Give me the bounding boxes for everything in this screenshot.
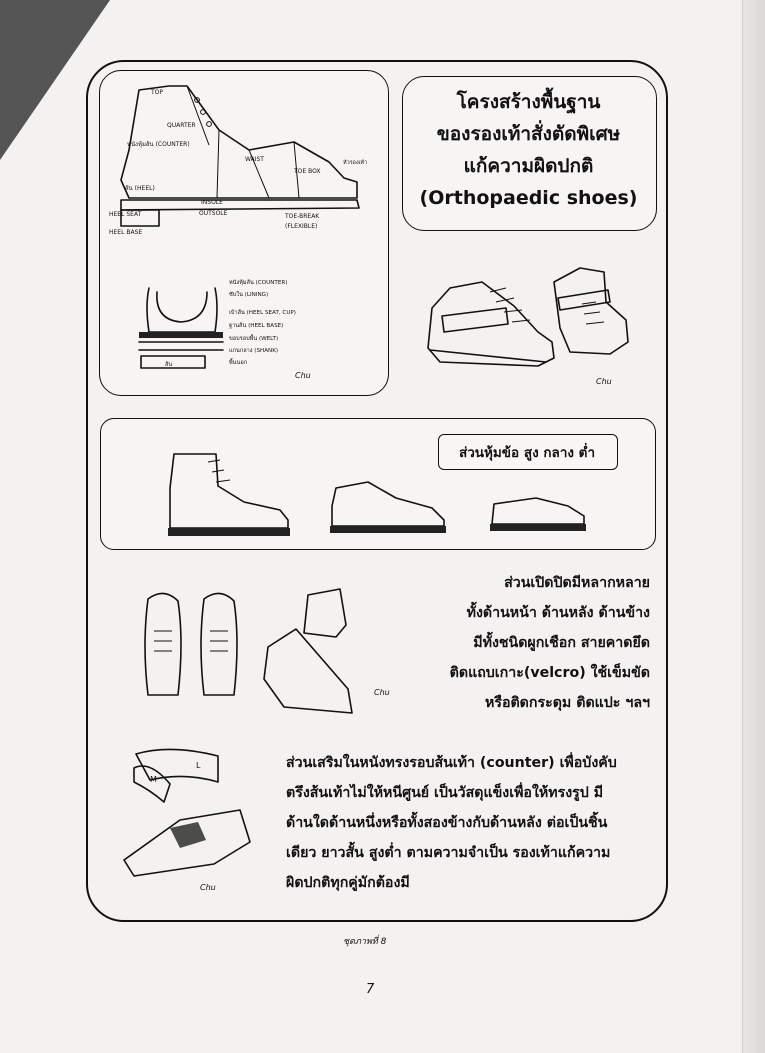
boot-heights-illustration bbox=[160, 448, 630, 543]
label-waist: WAIST bbox=[245, 156, 264, 163]
label-heel-seat: HEEL SEAT bbox=[109, 211, 142, 218]
page-edge bbox=[742, 0, 765, 1053]
figure-set-caption: ชุดภาพที่ 8 bbox=[343, 937, 387, 947]
counter-line-1: ส่วนเสริมในหนังทรงรอบส้นเท้า (counter) เพื่อบังคับ bbox=[286, 755, 617, 771]
label-insole: INSOLE bbox=[201, 199, 223, 206]
xs-label-outsole: พื้นนอก bbox=[229, 360, 248, 366]
label-toe-cap: หัวรองเท้า bbox=[343, 160, 368, 166]
counter-line-4: เดียว ยาวสั้น สูงต่ำ ตามความจำเป็น รองเท้าแก้ความ bbox=[286, 845, 611, 861]
label-outsole: OUTSOLE bbox=[199, 210, 228, 217]
xs-label-lining: ซับใน (LINING) bbox=[229, 292, 269, 298]
label-quarter: QUARTER bbox=[167, 122, 196, 129]
closure-types-illustration bbox=[136, 585, 406, 720]
counter-line-3: ด้านใดด้านหนึ่งหรือทั้งสองข้างกับด้านหลัง ต่อเป็นชิ้น bbox=[286, 815, 608, 831]
label-top: TOP bbox=[151, 89, 164, 96]
signature-3: Chu bbox=[374, 688, 390, 697]
xs-label-heel: ส้น bbox=[165, 362, 173, 368]
counter-illustration bbox=[110, 742, 275, 897]
boot-height-label: ส่วนหุ้มข้อ สูง กลาง ต่ำ bbox=[458, 445, 596, 461]
closure-line-3: มีทั้งชนิดผูกเชือก สายคาดยึด bbox=[473, 635, 650, 651]
label-flexible: (FLEXIBLE) bbox=[285, 223, 318, 230]
xs-label-heel-seat: เบ้าส้น (HEEL SEAT, CUP) bbox=[229, 310, 296, 316]
title-line-2: ของรองเท้าสั่งตัดพิเศษ bbox=[436, 123, 621, 145]
closure-line-1: ส่วนเปิดปิดมีหลากหลาย bbox=[504, 575, 650, 591]
closure-line-2: ทั้งด้านหน้า ด้านหลัง ด้านข้าง bbox=[466, 605, 650, 621]
xs-label-shank: แกนกลาง (SHANK) bbox=[229, 348, 279, 354]
xs-label-heel-base: ฐานส้น (HEEL BASE) bbox=[229, 323, 284, 329]
title-line-4: (Orthopaedic shoes) bbox=[419, 187, 638, 209]
counter-line-5: ผิดปกติทุกคู่มักต้องมี bbox=[286, 875, 410, 891]
label-toe-box: TOE BOX bbox=[294, 168, 321, 175]
signature-2: Chu bbox=[596, 377, 612, 386]
label-toe-break: TOE-BREAK bbox=[285, 213, 320, 220]
page-number: 7 bbox=[366, 982, 375, 997]
orthopaedic-shoes-illustration bbox=[420, 258, 645, 388]
page-title bbox=[402, 86, 655, 214]
title-line-1: โครงสร้างพื้นฐาน bbox=[456, 91, 601, 113]
title-line-3: แก้ความผิดปกติ bbox=[463, 155, 594, 177]
signature: Chu bbox=[295, 371, 311, 380]
label-heel-base: HEEL BASE bbox=[109, 229, 143, 236]
closure-description bbox=[410, 568, 650, 718]
label-heel: ส้น (HEEL) bbox=[125, 185, 155, 192]
xs-label-counter: หนังหุ้มส้น (COUNTER) bbox=[229, 280, 288, 286]
shoe-anatomy-illustration bbox=[99, 70, 387, 394]
label-counter: หนังหุ้มส้น (COUNTER) bbox=[127, 141, 190, 148]
counter-line-2: ตรึงส้นเท้าไม่ให้หนีศูนย์ เป็นวัสดุแข็งเพื่อให้ทรงรูป มี bbox=[286, 785, 604, 801]
closure-line-4: ติดแถบเกาะ(velcro) ใช้เข็มขัด bbox=[449, 665, 650, 681]
counter-label-l: L bbox=[196, 761, 201, 770]
xs-label-welt: ขอบรอบพื้น (WELT) bbox=[229, 336, 279, 342]
counter-label-m: M bbox=[150, 775, 157, 784]
signature-4: Chu bbox=[200, 883, 216, 892]
counter-description bbox=[286, 748, 638, 898]
closure-line-5: หรือติดกระดุม ติดแปะ ฯลฯ bbox=[484, 695, 650, 711]
